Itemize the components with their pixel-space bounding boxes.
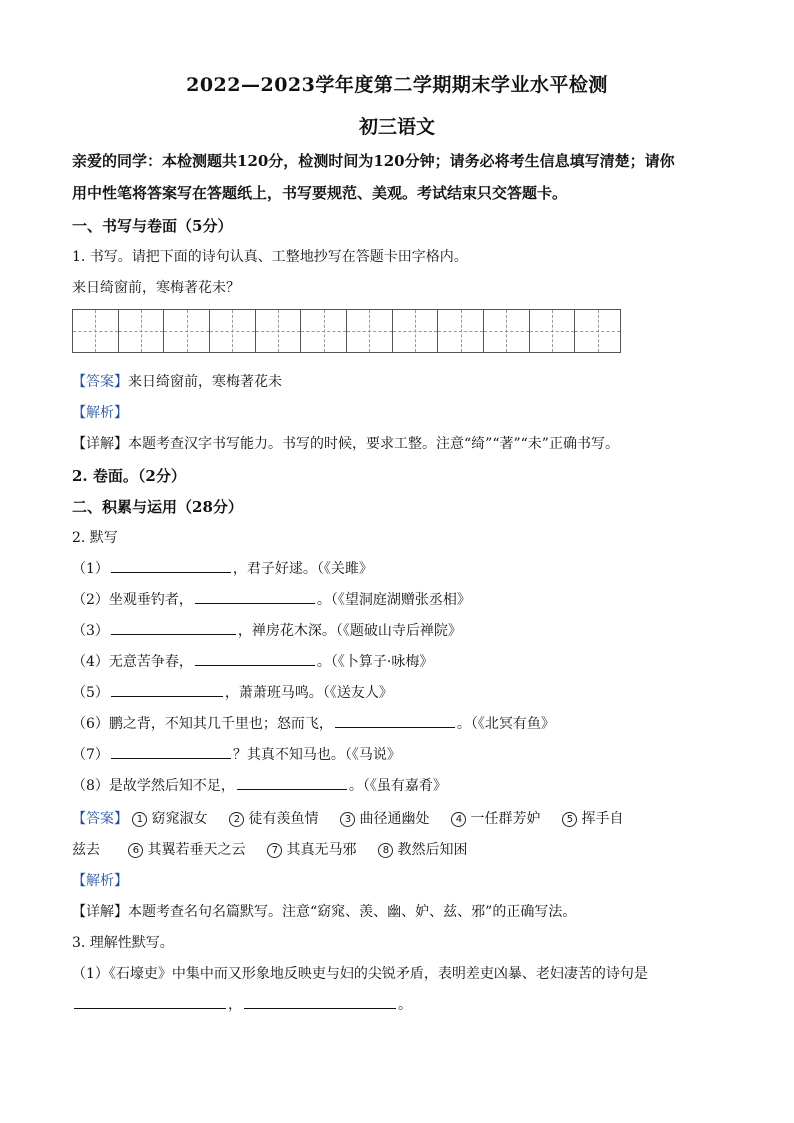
tianzige-cell[interactable] bbox=[575, 310, 620, 352]
recite-item bbox=[72, 558, 732, 578]
tianzige-cell[interactable] bbox=[347, 310, 393, 352]
tianzige-cell[interactable] bbox=[164, 310, 210, 352]
answer-blank[interactable] bbox=[111, 744, 231, 759]
answer-item bbox=[378, 842, 467, 858]
intro-line-1: 亲爱的同学：本检测题共120分，检测时间为120分钟；请务必将考生信息填写清楚；请你 bbox=[72, 152, 675, 170]
answer-2-line-2 bbox=[72, 839, 732, 859]
answer-blank[interactable] bbox=[111, 682, 223, 697]
detail-text: 本题考查名句名篇默写。注意“窈窕、羡、幽、妒、兹、邪”的正确写法。 bbox=[128, 904, 577, 920]
answer-text: 其真无马邪 bbox=[286, 842, 357, 858]
item-number: （3） bbox=[72, 623, 109, 639]
item-text-after: ，禅房花木深。（《题破山寺后禅院》 bbox=[237, 623, 462, 639]
item-text-before: 无意苦争春， bbox=[108, 654, 193, 670]
answer-tag: 【答案】 bbox=[72, 811, 128, 827]
circled-number: 1 bbox=[132, 812, 147, 827]
item-text-after: 。（《虽有嘉肴》 bbox=[348, 778, 447, 794]
answer-item bbox=[267, 842, 356, 858]
item-number: （2） bbox=[72, 592, 109, 608]
answer-blank[interactable] bbox=[111, 558, 231, 573]
circled-number: 8 bbox=[378, 843, 393, 858]
detail-tag: 【详解】 bbox=[72, 436, 128, 452]
tianzige-cell[interactable] bbox=[484, 310, 530, 352]
answer-continuation: 兹去 bbox=[72, 842, 100, 858]
answer-text: 来日绮窗前，寒梅著花未 bbox=[128, 374, 282, 390]
item-number: （7） bbox=[72, 747, 109, 763]
item-text-after: ？其真不知马也。（《马说》 bbox=[232, 747, 401, 763]
detail-tag: 【详解】 bbox=[72, 904, 128, 920]
tianzige-cell[interactable] bbox=[301, 310, 347, 352]
question-3-1: （1）《石壕吏》中集中而又形象地反映吏与妇的尖锐矛盾，表明差吏凶暴、老妇凄苦的诗句是 bbox=[72, 966, 648, 982]
answer-text: 教然后知困 bbox=[397, 842, 468, 858]
question-2-title: 2. 默写 bbox=[72, 530, 118, 546]
question-3-title: 3. 理解性默写。 bbox=[72, 935, 174, 951]
tianzige-cell[interactable] bbox=[393, 310, 439, 352]
tianzige-cell[interactable] bbox=[119, 310, 165, 352]
tianzige-grid bbox=[72, 309, 621, 353]
answer-item bbox=[229, 811, 318, 827]
circled-number: 4 bbox=[451, 812, 466, 827]
question-2-score: 2. 卷面。（2分） bbox=[72, 467, 186, 485]
circled-number: 6 bbox=[128, 843, 143, 858]
recite-item bbox=[72, 775, 732, 795]
answer-blank[interactable] bbox=[74, 994, 226, 1009]
answer-blank[interactable] bbox=[111, 620, 236, 635]
item-text-before: 是故学然后知不足， bbox=[108, 778, 235, 794]
answers-list bbox=[132, 811, 645, 827]
item-text-after: 。（《望洞庭湖赠张丞相》 bbox=[316, 592, 471, 608]
answer-item bbox=[451, 811, 540, 827]
separator: ， bbox=[228, 997, 242, 1013]
recite-item bbox=[72, 744, 732, 764]
end-mark: 。 bbox=[398, 997, 412, 1013]
answer-blank[interactable] bbox=[244, 994, 396, 1009]
answer-text: 其翼若垂天之云 bbox=[147, 842, 246, 858]
question-1: 1. 书写。请把下面的诗句认真、工整地抄写在答题卡田字格内。 bbox=[72, 249, 468, 265]
recite-item bbox=[72, 682, 732, 702]
item-text-before: 鹏之背，不知其几千里也；怒而飞， bbox=[108, 716, 333, 732]
answer-1 bbox=[72, 371, 732, 391]
answer-2-line-1 bbox=[72, 808, 732, 828]
page-title: 2022—2023学年度第二学期期末学业水平检测 bbox=[186, 74, 608, 96]
answer-item bbox=[128, 842, 245, 858]
answer-text: 一任群芳妒 bbox=[470, 811, 541, 827]
answer-tag: 【答案】 bbox=[72, 374, 128, 390]
answer-item bbox=[340, 811, 429, 827]
intro-line-2: 用中性笔将答案写在答题纸上，书写要规范、美观。考试结束只交答题卡。 bbox=[72, 184, 568, 202]
detail-1 bbox=[72, 433, 732, 453]
tianzige-cell[interactable] bbox=[256, 310, 302, 352]
answer-text: 挥手自 bbox=[581, 811, 624, 827]
recite-item bbox=[72, 651, 732, 671]
tianzige-cell[interactable] bbox=[438, 310, 484, 352]
question-3-1-blanks bbox=[72, 994, 732, 1014]
section-1-heading: 一、书写与卷面（5分） bbox=[72, 217, 233, 235]
item-number: （1） bbox=[72, 561, 109, 577]
answer-blank[interactable] bbox=[237, 775, 347, 790]
tianzige-cell[interactable] bbox=[73, 310, 119, 352]
tianzige-cell[interactable] bbox=[530, 310, 576, 352]
answer-item bbox=[562, 811, 623, 827]
answer-blank[interactable] bbox=[195, 589, 315, 604]
circled-number: 5 bbox=[562, 812, 577, 827]
analysis-tag-2: 【解析】 bbox=[72, 873, 128, 889]
answer-item bbox=[132, 811, 207, 827]
item-text-after: 。（《北冥有鱼》 bbox=[456, 716, 555, 732]
detail-text: 本题考查汉字书写能力。书写的时候，要求工整。注意“绮”“著”“未”正确书写。 bbox=[128, 436, 619, 452]
tianzige-cell[interactable] bbox=[210, 310, 256, 352]
analysis-tag-1: 【解析】 bbox=[72, 405, 128, 421]
circled-number: 3 bbox=[340, 812, 355, 827]
answers-list bbox=[128, 842, 489, 858]
item-text-after: ，萧萧班马鸣。（《送友人》 bbox=[224, 685, 393, 701]
section-2-heading: 二、积累与运用（28分） bbox=[72, 498, 243, 516]
item-text-after: ，君子好逑。（《关雎》 bbox=[232, 561, 373, 577]
answer-text: 窈窕淑女 bbox=[151, 811, 208, 827]
answer-blank[interactable] bbox=[335, 713, 455, 728]
item-text-after: 。（《卜算子·咏梅》 bbox=[316, 654, 434, 670]
poem-line: 来日绮窗前，寒梅著花未？ bbox=[72, 280, 240, 296]
page-subtitle: 初三语文 bbox=[358, 116, 435, 138]
answer-text: 徒有羡鱼情 bbox=[248, 811, 319, 827]
item-number: （6） bbox=[72, 716, 109, 732]
detail-2 bbox=[72, 901, 732, 921]
item-number: （8） bbox=[72, 778, 109, 794]
answer-blank[interactable] bbox=[195, 651, 315, 666]
answer-text: 曲径通幽处 bbox=[359, 811, 430, 827]
item-text-before: 坐观垂钓者， bbox=[108, 592, 193, 608]
circled-number: 2 bbox=[229, 812, 244, 827]
item-number: （5） bbox=[72, 685, 109, 701]
recite-item bbox=[72, 620, 732, 640]
circled-number: 7 bbox=[267, 843, 282, 858]
item-number: （4） bbox=[72, 654, 109, 670]
recite-item bbox=[72, 713, 732, 733]
recite-item bbox=[72, 589, 732, 609]
